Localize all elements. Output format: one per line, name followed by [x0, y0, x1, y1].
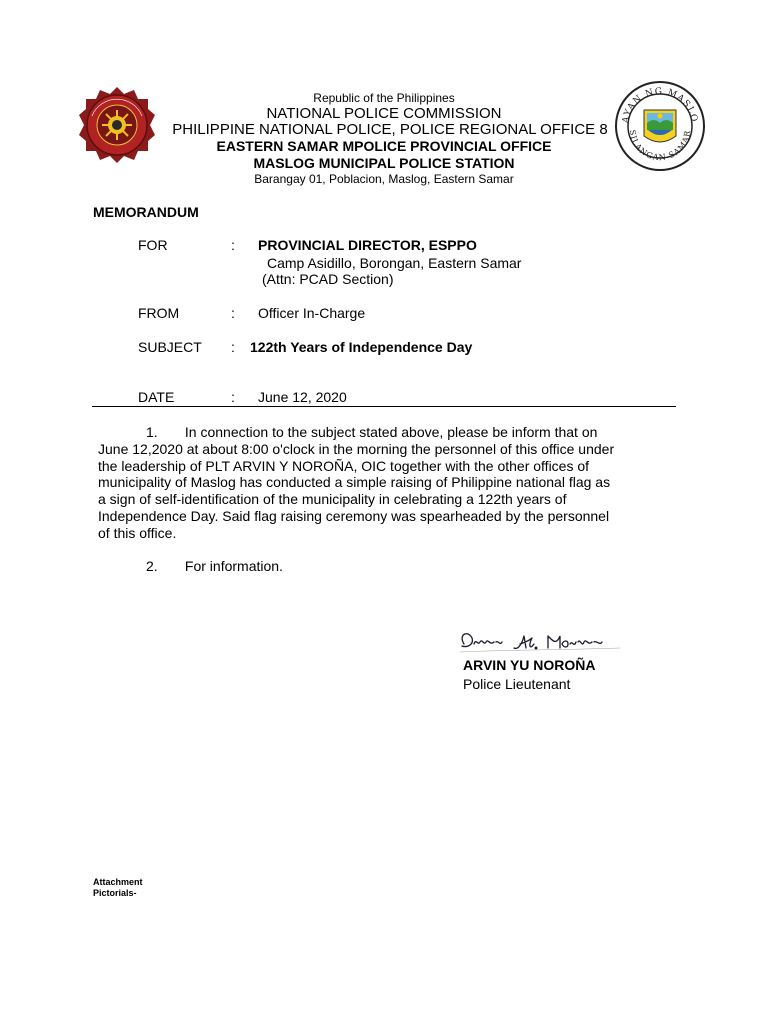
- subject-colon: :: [231, 339, 235, 355]
- for-label: FOR: [138, 237, 168, 253]
- date-colon: :: [231, 389, 235, 405]
- header-provincial-office: EASTERN SAMAR MPOLICE PROVINCIAL OFFICE: [216, 138, 552, 154]
- svg-text:BAYAN NG MASLOG: AYAN NG MASLO: [621, 86, 699, 125]
- paragraph-1-line-6: Independence Day. Said flag raising ceremony was spearheaded by the personnel: [98, 508, 610, 524]
- paragraph-1-line-7: of this office.: [98, 525, 177, 541]
- paragraph-1-line-3: the leadership of PLT ARVIN Y NOROÑA, OIC together with the other offices of: [98, 458, 590, 474]
- header-municipal-station: MASLOG MUNICIPAL POLICE STATION: [253, 155, 515, 171]
- attachment-label: Attachment: [93, 877, 143, 887]
- subject-value: 122th Years of Independence Day: [250, 339, 473, 355]
- paragraph-1-line-5: a sign of self-identification of the municipality in celebrating a 122th years of: [98, 491, 567, 507]
- paragraph-1-line-4: municipality of Maslog has conducted a simple raising of Philippine national flag as: [98, 474, 611, 490]
- subject-label: SUBJECT: [138, 339, 202, 355]
- from-value: Officer In-Charge: [258, 305, 366, 321]
- signatory-rank: Police Lieutenant: [463, 676, 571, 692]
- header-address: Barangay 01, Poblacion, Maslog, Eastern Samar: [254, 172, 514, 186]
- paragraph-1-line-1: 1. In connection to the subject stated above, please be inform that on: [146, 424, 598, 440]
- header-napolcom: NATIONAL POLICE COMMISSION: [266, 105, 502, 122]
- for-colon: :: [231, 237, 235, 253]
- from-label: FROM: [138, 305, 180, 321]
- paragraph-2: 2. For information.: [146, 558, 283, 574]
- from-colon: :: [231, 305, 235, 321]
- handwritten-signature: [440, 624, 625, 658]
- pictorials-label: Pictorials-: [93, 888, 137, 898]
- header-pnp-region: PHILIPPINE NATIONAL POLICE, POLICE REGIONAL OFFICE 8: [172, 121, 608, 138]
- signatory-name: ARVIN YU NOROÑA: [463, 657, 596, 673]
- header-divider: [92, 406, 676, 407]
- svg-text:SILANGAN SAMAR: SILANGAN SAMAR: [627, 129, 693, 163]
- paragraph-1-line-2: June 12,2020 at about 8:00 o'clock in the morning the personnel of this office under: [98, 441, 615, 457]
- for-attention: (Attn: PCAD Section): [262, 271, 394, 287]
- for-value: PROVINCIAL DIRECTOR, ESPPO: [258, 237, 477, 253]
- header-republic: Republic of the Philippines: [313, 91, 455, 105]
- date-label: DATE: [138, 389, 175, 405]
- for-address: Camp Asidillo, Borongan, Eastern Samar: [267, 255, 522, 271]
- date-value: June 12, 2020: [258, 389, 347, 405]
- memo-title: MEMORANDUM: [93, 204, 199, 220]
